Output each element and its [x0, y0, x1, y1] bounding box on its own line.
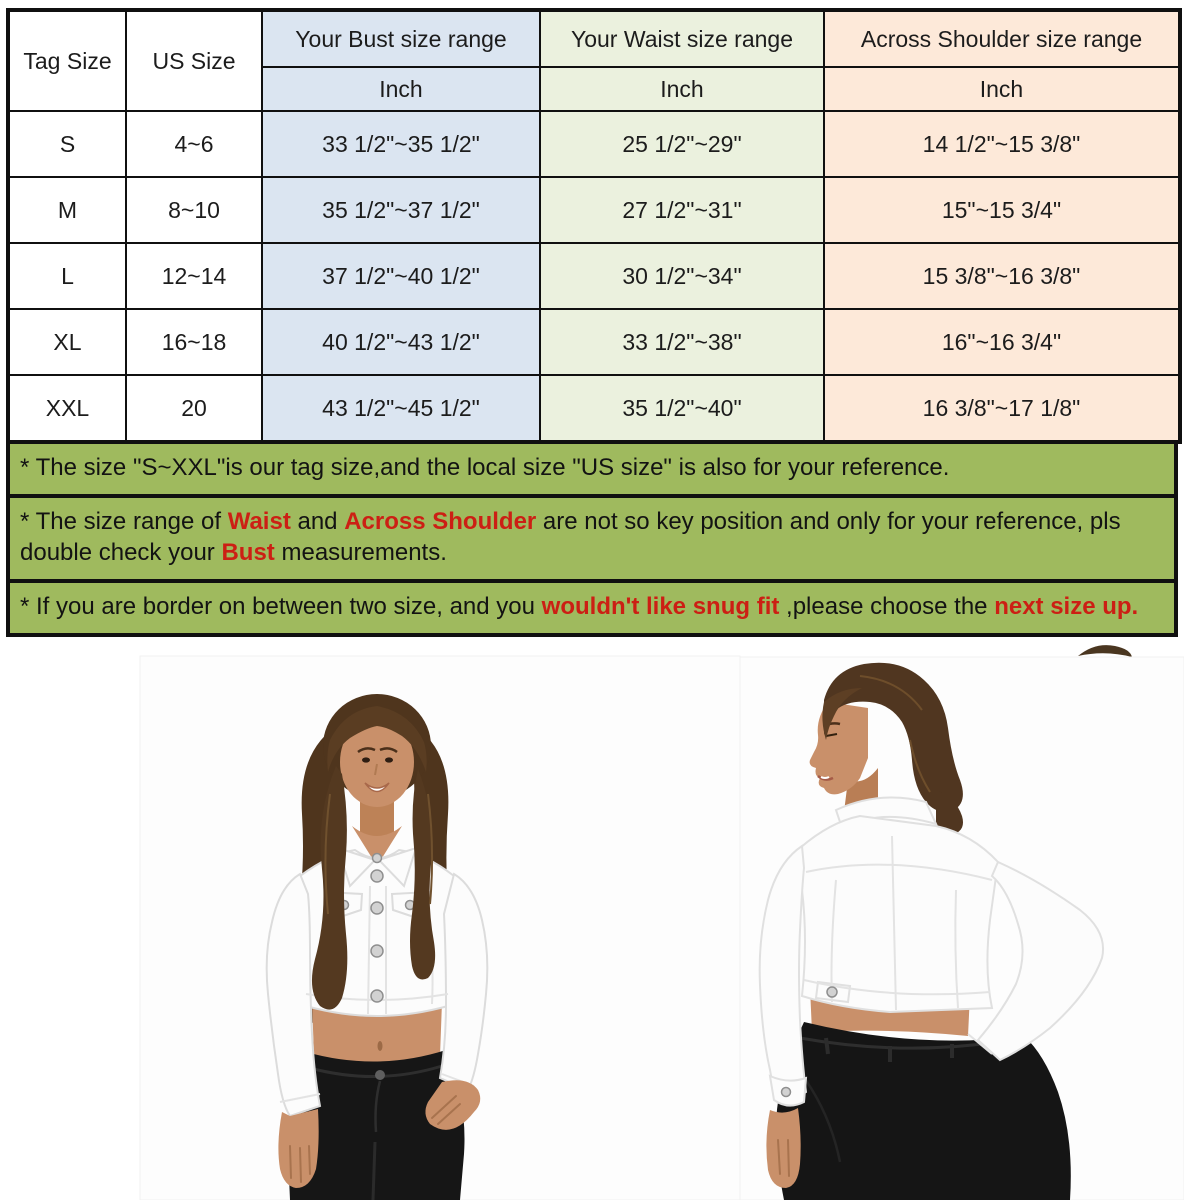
tag-size-cell: XL — [8, 309, 126, 375]
header-tag-size: Tag Size — [8, 10, 126, 111]
right-hand — [766, 1108, 800, 1188]
size-row-xxl — [8, 375, 1180, 442]
us-size-cell: 4~6 — [126, 111, 262, 177]
note-highlight-text: Waist — [227, 507, 291, 535]
header-waist-unit: Inch — [540, 67, 824, 111]
note-size-up — [6, 579, 1178, 637]
us-size-cell: 20 — [126, 375, 262, 442]
shoulder-cell: 14 1/2"~15 3/8" — [824, 111, 1180, 177]
bust-cell: 43 1/2"~45 1/2" — [262, 375, 540, 442]
header-waist-range: Your Waist size range — [540, 10, 824, 67]
tag-size-cell: XXL — [8, 375, 126, 442]
right-hand — [278, 1109, 318, 1188]
note-highlight-text: Across Shoulder — [344, 507, 537, 535]
product-photos — [0, 654, 1184, 1200]
note-text: ,please choose the — [779, 593, 995, 621]
tag-size-cell: S — [8, 111, 126, 177]
note-text: * The size "S~XXL"is our tag size,and the local size "US size" is also for your reference. — [20, 454, 950, 481]
note-tag-size — [6, 440, 1178, 498]
size-row-xl — [8, 309, 1180, 375]
pants-button — [375, 1070, 385, 1080]
us-size-cell: 12~14 — [126, 243, 262, 309]
size-row-m — [8, 177, 1180, 243]
note-text: are not so key position and only for your reference, pls double check your — [20, 507, 1121, 567]
shoulder-cell: 16"~16 3/4" — [824, 309, 1180, 375]
header-shoulder-unit: Inch — [824, 67, 1180, 111]
waist-cell: 33 1/2"~38" — [540, 309, 824, 375]
note-reference — [6, 494, 1178, 583]
waist-cell: 25 1/2"~29" — [540, 111, 824, 177]
waist-cell: 27 1/2"~31" — [540, 177, 824, 243]
size-row-l — [8, 243, 1180, 309]
note-text: * The size range of — [20, 507, 228, 535]
note-text: and — [290, 507, 345, 535]
note-text: measurements. — [274, 539, 447, 567]
header-bust-unit: Inch — [262, 67, 540, 111]
tag-size-cell: L — [8, 243, 126, 309]
note-highlight-text: next size up. — [994, 593, 1139, 621]
bust-cell: 35 1/2"~37 1/2" — [262, 177, 540, 243]
shoulder-cell: 15 3/8"~16 3/8" — [824, 243, 1180, 309]
waist-cell: 35 1/2"~40" — [540, 375, 824, 442]
model-back-photo — [740, 640, 1184, 1200]
bust-cell: 40 1/2"~43 1/2" — [262, 309, 540, 375]
note-highlight-text: Bust — [221, 539, 275, 567]
model-front-photo — [130, 654, 750, 1200]
bust-cell: 33 1/2"~35 1/2" — [262, 111, 540, 177]
navel — [378, 1041, 383, 1051]
notes-section — [6, 440, 1178, 637]
us-size-cell: 8~10 — [126, 177, 262, 243]
note-text: * If you are border on between two size, and you — [20, 593, 542, 621]
tag-size-cell: M — [8, 177, 126, 243]
size-chart-table — [6, 8, 1182, 444]
shoulder-cell: 16 3/8"~17 1/8" — [824, 375, 1180, 442]
size-row-s — [8, 111, 1180, 177]
header-us-size: US Size — [126, 10, 262, 111]
header-bust-range: Your Bust size range — [262, 10, 540, 67]
shoulder-cell: 15"~15 3/4" — [824, 177, 1180, 243]
note-highlight-text: wouldn't like snug fit — [541, 593, 780, 621]
bust-cell: 37 1/2"~40 1/2" — [262, 243, 540, 309]
waist-cell: 30 1/2"~34" — [540, 243, 824, 309]
pants-back — [776, 1022, 1071, 1200]
header-shoulder-range: Across Shoulder size range — [824, 10, 1180, 67]
us-size-cell: 16~18 — [126, 309, 262, 375]
